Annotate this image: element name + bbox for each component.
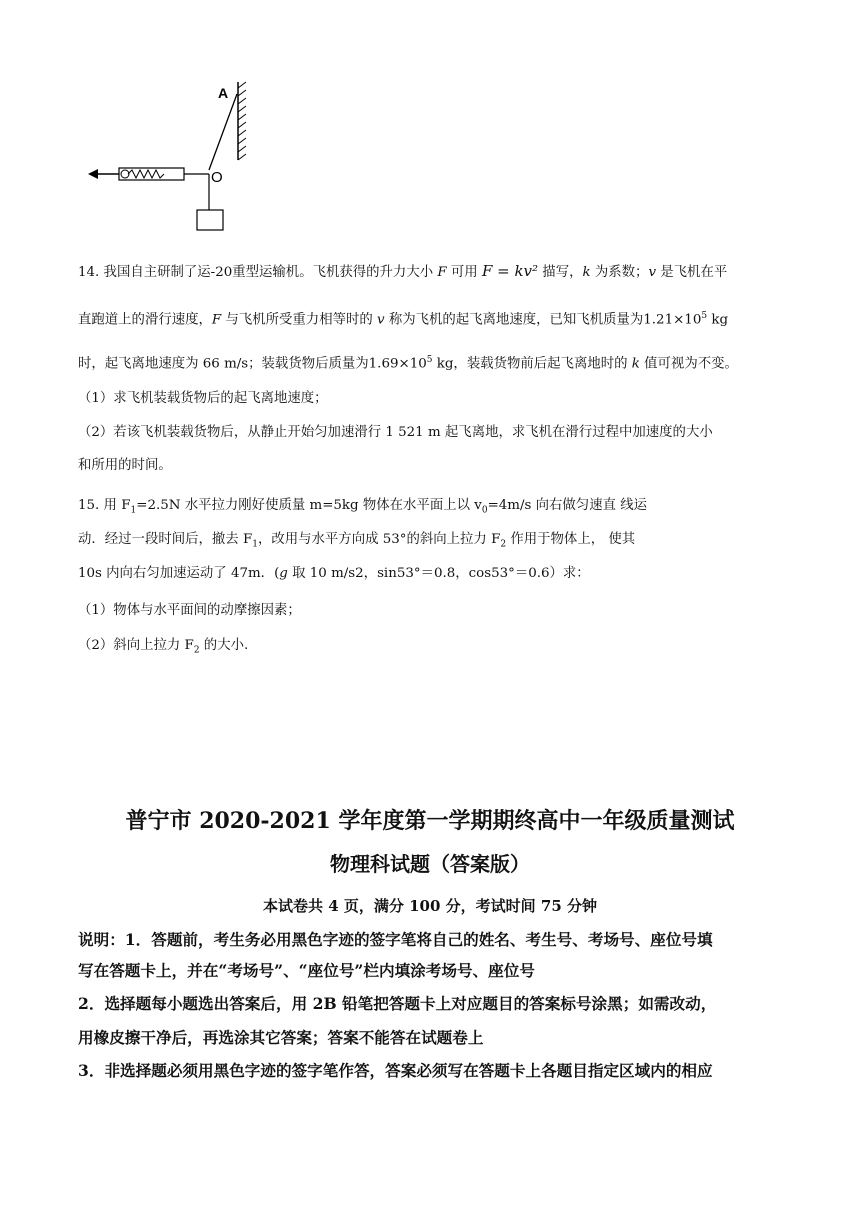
q14-part-2: （2）若该飞机装载货物后，从静止开始匀加速滑行 1 521 m 起飞离地，求飞机在滑行过程中加速度的大小 — [78, 425, 713, 440]
q15-line-1: 15. 用 $F_1=2.5N$ 水平拉力刚好使质量 m=5kg 物体在水平面上以 $v_0=4m/s$ 向右做匀速直 线运 — [78, 498, 648, 516]
q14-line-3: 时，起飞离地速度为 66 m/s；装载货物后质量为$1.69\times 10^5$ kg，装载货物前后起飞离地时的 k 值可视为不变。 — [78, 355, 738, 372]
instruction-line-3: 2．选择题每小题选出答案后，用 2B 铅笔把答题卡上对应题目的答案标号涂黑；如需改动， — [78, 994, 717, 1013]
hanging-block — [197, 210, 223, 230]
q15-part-2: （2）斜向上拉力 $F_2$ 的大小. — [78, 638, 249, 656]
q15-line-3: 10s 内向右匀加速运动了 47m．(g 取 10 m/s2，sin53°＝0.8，cos53°＝0.6）求： — [78, 566, 590, 581]
string-ao — [209, 94, 237, 170]
physics-diagram — [84, 78, 254, 238]
q14-line-1: 14. 我国自主研制了运-20重型运输机。飞机获得的升力大小 F 可用 F = kv² 描写，k 为系数；v 是飞机在平 — [78, 262, 728, 280]
wall-hatching — [238, 82, 246, 160]
q15-line-2: 动．经过一段时间后，撤去 $F_1$，改用与水平方向成 53°的斜向上拉力 $F_2$ 作用于物体上， 使其 — [78, 532, 636, 550]
q14-line-2: 直跑道上的滑行速度，F 与飞机所受重力相等时的 v 称为飞机的起飞离地速度，已知飞机质量为$1.21\times 10^5$ kg — [78, 311, 729, 328]
instruction-line-2: 写在答题卡上，并在“考场号”、“座位号”栏内填涂考场号、座位号 — [78, 961, 535, 980]
label-a: A — [218, 85, 229, 101]
exam-subtitle: 物理科试题（答案版） — [330, 852, 530, 876]
spring-coil — [128, 170, 164, 178]
label-o: O — [211, 169, 223, 186]
spring-hook — [121, 170, 129, 178]
q14-part-1: （1）求飞机装载货物后的起飞离地速度； — [78, 391, 328, 406]
exam-title: 普宁市 2020-2021 学年度第一学期期终高中一年级质量测试 — [125, 808, 735, 834]
instruction-line-1: 说明：1．答题前，考生务必用黑色字迹的签字笔将自己的姓名、考生号、考场号、座位号填 — [78, 930, 713, 949]
exam-info: 本试卷共 4 页，满分 100 分，考试时间 75 分钟 — [263, 897, 597, 915]
q15-part-1: （1）物体与水平面间的动摩擦因素； — [78, 603, 301, 618]
instruction-line-4: 用橡皮擦干净后，再选涂其它答案；答案不能答在试题卷上 — [78, 1028, 484, 1047]
instruction-line-5: 3．非选择题必须用黑色字迹的签字笔作答，答案必须写在答题卡上各题目指定区域内的相应 — [78, 1061, 713, 1080]
pull-arrow-head — [88, 169, 98, 179]
lift-formula: F = kv² — [481, 262, 539, 280]
q14-part-2-cont: 和所用的时间。 — [78, 458, 172, 473]
